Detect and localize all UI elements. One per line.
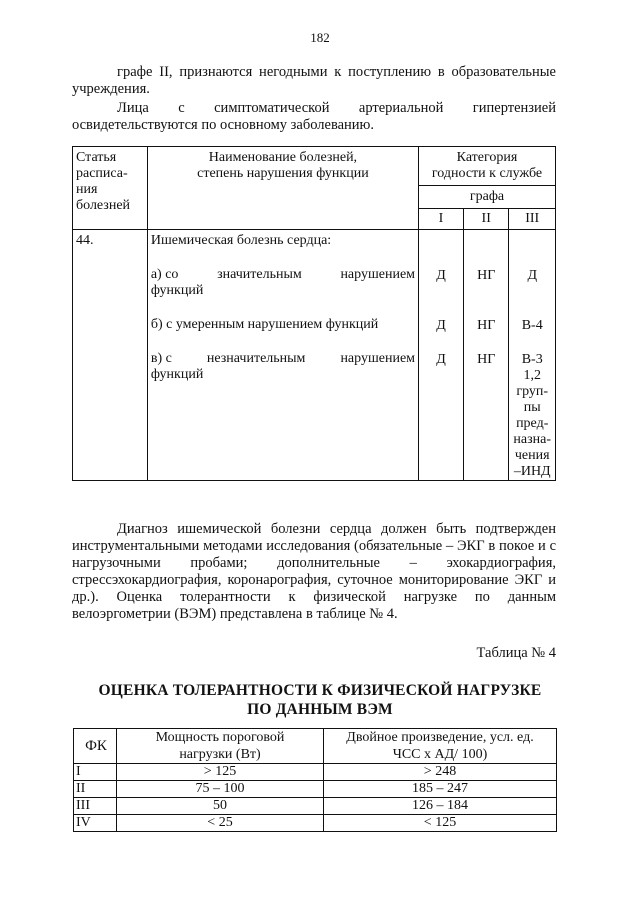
table-row: IV < 25 < 125 <box>74 815 557 832</box>
intro-paragraph-2: Лица с симптоматической артериальной гипертензией освидетельствуются по основному заболеванию. <box>72 100 556 133</box>
row-c-text: в) с незначительным нарушением <box>150 351 416 366</box>
header-graph: графа <box>419 186 556 209</box>
column-III-values: Д В-4 В-3 1,2 груп- пы пред- назна- чения –ИНД <box>509 230 556 481</box>
table-label: Таблица № 4 <box>476 645 556 661</box>
row-b-text: б) с умеренным нарушением функций <box>150 317 379 332</box>
header-power: Мощность пороговой нагрузки (Вт) <box>117 729 324 764</box>
table4-title: ОЦЕНКА ТОЛЕРАНТНОСТИ К ФИЗИЧЕСКОЙ НАГРУЗКЕ ПО ДАННЫМ ВЭМ <box>98 682 542 718</box>
header-category: Категория годности к службе <box>419 147 556 186</box>
header-disease-name: Наименование болезней, степень нарушения функции <box>147 147 418 230</box>
disease-cell: Ишемическая болезнь сердца: а) со значительным нарушением функций б) с умеренным нарушением функций в) с незначительным нарушением функций <box>147 230 418 481</box>
table-row <box>73 230 556 481</box>
table-row: I > 125 > 248 <box>74 764 557 781</box>
table-row: III 50 126 – 184 <box>74 798 557 815</box>
header-article: Статья расписа- ния болезней <box>73 147 148 230</box>
article-number: 44. <box>73 230 148 481</box>
header-fk: ФК <box>74 729 117 764</box>
column-I-values: Д Д Д <box>419 230 464 481</box>
header-double-product: Двойное произведение, усл. ед. ЧСС х АД/ 100) <box>324 729 557 764</box>
disease-title: Ишемическая болезнь сердца: <box>150 233 332 248</box>
row-a-text: а) со значительным нарушением <box>150 267 416 282</box>
header-col-II: II <box>464 209 509 230</box>
intro-paragraph-1: графе II, признаются негодными к поступлению в образовательные учреждения. <box>72 64 556 97</box>
header-col-I: I <box>419 209 464 230</box>
vem-tolerance-table <box>73 728 557 832</box>
header-col-III: III <box>509 209 556 230</box>
table-row: II 75 – 100 185 – 247 <box>74 781 557 798</box>
column-II-values: НГ НГ НГ <box>464 230 509 481</box>
fitness-category-table <box>72 146 556 481</box>
diagnosis-paragraph: Диагноз ишемической болезни сердца должен быть подтвержден инструментальными методами исследования (обязательные – ЭКГ в покое и с нагрузочными пробами; дополнительные – эхокардиография, стрессэхокардиография, коронарография, суточное мониторирование ЭКГ и др.). Оценка толерантности к физической нагрузке по данным велоэргометрии (ВЭМ) представлена в таблице № 4. <box>72 521 556 622</box>
page-number: 182 <box>310 30 330 45</box>
